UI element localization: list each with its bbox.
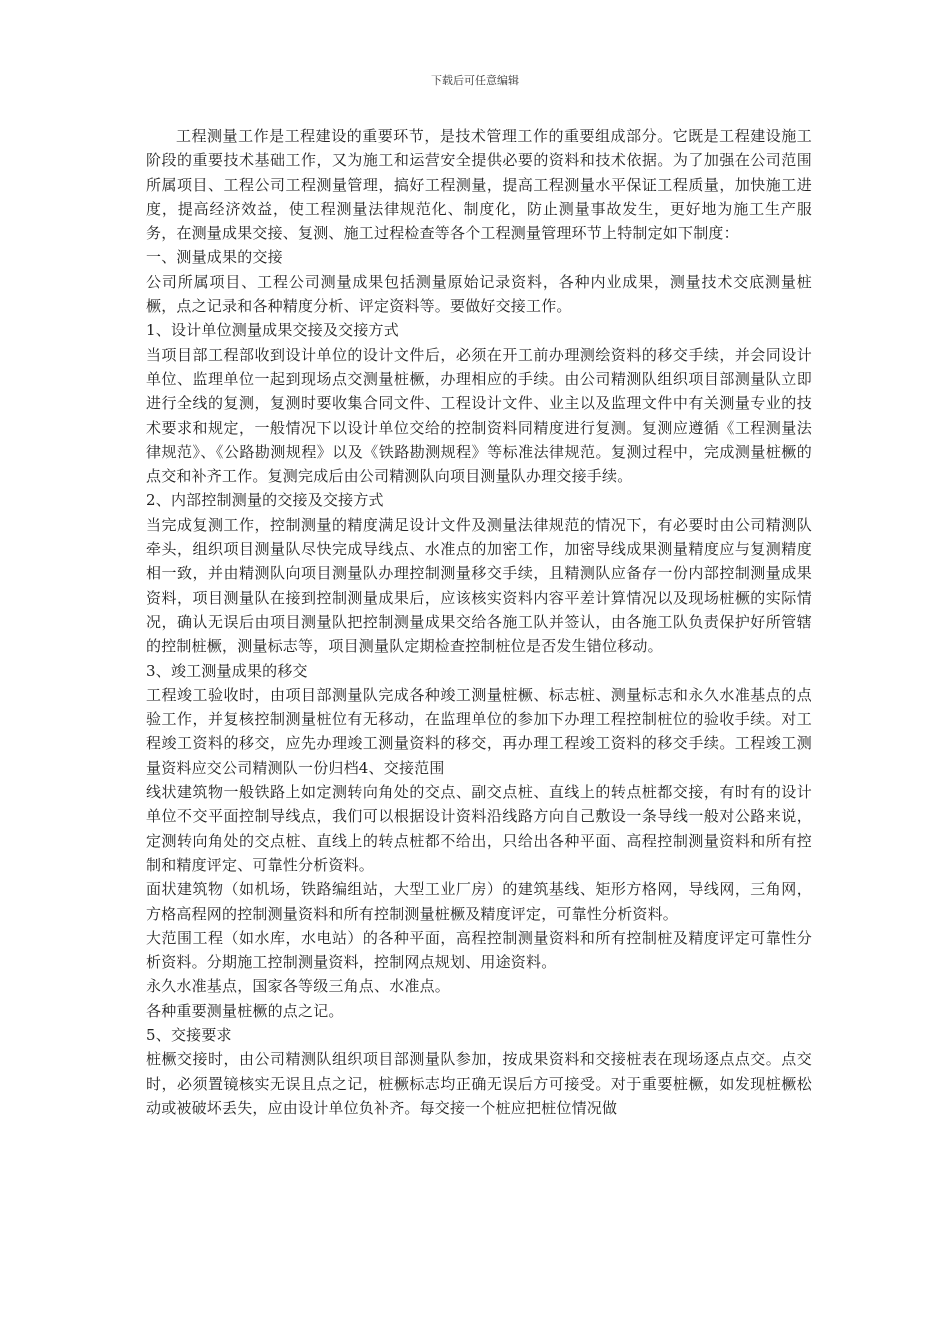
section-1-4-paragraph-linear: 线状建筑物一般铁路上如定测转向角处的交点、副交点桩、直线上的转点桩都交接，有时有的设计单位不交平面控制导线点，我们可以根据设计资料沿线路方向自己敷设一条导线一般对公路来说，定测转向角处的交点桩、直线上的转点桩都不给出，只给出各种平面、高程控制测量资料和所有控制和精度评定、可靠性分析资料。 [146, 783, 812, 874]
section-1-3-paragraph: 工程竣工验收时，由项目部测量队完成各种竣工测量桩橛、标志桩、测量标志和永久水准基点的点验工作，并复核控制测量桩位有无移动，在监理单位的参加下办理工程控制桩位的验收手续。对工程竣工资料的移交，应先办理竣工测量资料的移交，再办理工程竣工资料的移交手续。工程竣工测量资料应交公司精测队一份归档4、交接范围 [146, 685, 812, 777]
section-1-1-heading: 1、设计单位测量成果交接及交接方式 [146, 321, 399, 340]
section-1-5-paragraph: 桩橛交接时，由公司精测队组织项目部测量队参加，按成果资料和交接桩表在现场逐点点交。点交时，必须置镜核实无误且点之记，桩橛标志均正确无误后方可接受。对于重要桩橛，如发现桩橛松动或被破坏丢失，应由设计单位负补齐。每交接一个桩应把桩位情况做 [146, 1050, 812, 1117]
section-1-4-paragraph-records: 各种重要测量桩橛的点之记。 [146, 1001, 344, 1020]
section-1-5-heading: 5、交接要求 [146, 1025, 232, 1044]
page-header: 下载后可任意编辑 [431, 74, 519, 87]
document-body [146, 124, 812, 1120]
section-1-3-heading: 3、竣工测量成果的移交 [146, 661, 308, 680]
intro-paragraph: 工程测量工作是工程建设的重要环节，是技术管理工作的重要组成部分。它既是工程建设施工阶段的重要技术基础工作，又为施工和运营安全提供必要的资料和技术依据。为了加强在公司范围所属项目、工程公司工程测量管理，搞好工程测量，提高工程测量水平保证工程质量，加快施工进度，提高经济效益，使工程测量法律规范化、制度化，防止测量事故发生，更好地为施工生产服务，在测量成果交接、复测、施工过程检查等各个工程测量管理环节上特制定如下制度： [146, 127, 812, 243]
section-1-4-paragraph-area: 面状建筑物（如机场，铁路编组站，大型工业厂房）的建筑基线、矩形方格网，导线网，三角网，方格高程网的控制测量资料和所有控制测量桩橛及精度评定，可靠性分析资料。 [146, 880, 812, 923]
section-1-4-paragraph-large: 大范围工程（如水库，水电站）的各种平面，高程控制测量资料和所有控制桩及精度评定可靠性分析资料。分期施工控制测量资料，控制网点规划、用途资料。 [146, 928, 812, 972]
section-1-2-paragraph: 当完成复测工作，控制测量的精度满足设计文件及测量法律规范的情况下，有必要时由公司精测队牵头，组织项目测量队尽快完成导线点、水准点的加密工作，加密导线成果测量精度应与复测精度相一致，并由精测队向项目测量队办理控制测量移交手续，且精测队应备存一份内部控制测量成果资料，项目测量队在接到控制测量成果后，应该核实资料内容平差计算情况以及现场桩橛的实际情况，确认无误后由项目测量队把控制测量成果交给各施工队并签认，由各施工队负责保护好所管辖的控制桩橛，测量标志等，项目测量队定期检查控制桩位是否发生错位移动。 [146, 515, 812, 656]
section-1-1-paragraph: 当项目部工程部收到设计单位的设计文件后，必须在开工前办理测绘资料的移交手续，并会同设计单位、监理单位一起到现场点交测量桩橛，办理相应的手续。由公司精测队组织项目部测量队立即进行全线的复测，复测时要收集合同文件、工程设计文件、业主以及监理文件中有关测量专业的技术要求和规定，一般情况下以设计单位交给的控制资料同精度进行复测。复测应遵循《工程测量法律规范》、《公路勘测规程》以及《铁路勘测规程》等标准法律规范。复测过程中，完成测量桩橛的点交和补齐工作。复测完成后由公司精测队向项目测量队办理交接手续。 [146, 345, 812, 486]
section-1-paragraph: 公司所属项目、工程公司测量成果包括测量原始记录资料，各种内业成果，测量技术交底测量桩橛，点之记录和各种精度分析、评定资料等。要做好交接工作。 [146, 272, 812, 316]
section-1-2-heading: 2、内部控制测量的交接及交接方式 [146, 491, 384, 510]
section-1-heading: 一、测量成果的交接 [146, 248, 283, 267]
section-1-4-paragraph-benchmarks: 永久水准基点，国家各等级三角点、水准点。 [146, 977, 451, 996]
